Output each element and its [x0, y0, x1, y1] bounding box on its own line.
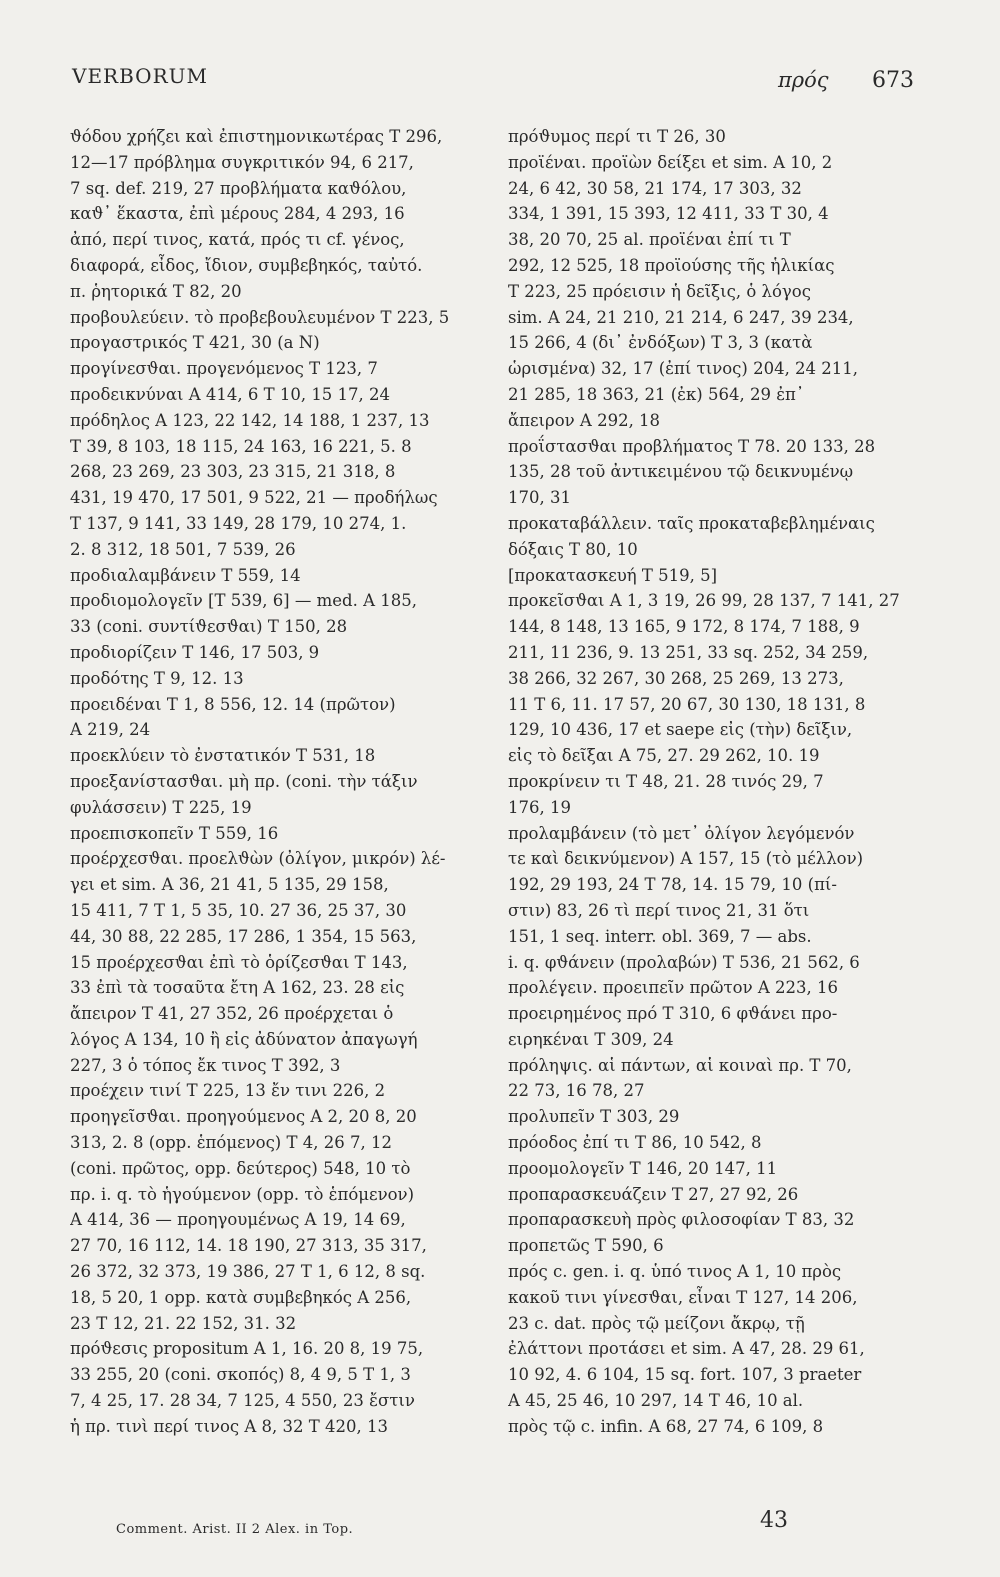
text-line: προκεῖσϑαι Α 1, 3 19, 26 99, 28 137, 7 141, 27 — [508, 591, 900, 611]
text-line: ἄπειρον Α 292, 18 — [508, 410, 661, 430]
text-line: προλυπεῖν Τ 303, 29 — [508, 1107, 680, 1127]
text-line: 44, 30 88, 22 285, 17 286, 1 354, 15 563, — [70, 926, 417, 946]
left-column — [70, 124, 490, 1440]
text-line: 211, 11 236, 9. 13 251, 33 sq. 252, 34 259, — [508, 642, 869, 662]
text-line: 176, 19 — [508, 797, 571, 817]
text-line: δόξαις Τ 80, 10 — [508, 539, 638, 559]
text-line: πρός c. gen. i. q. ὑπό τινος Α 1, 10 πρὸς — [508, 1262, 842, 1282]
text-line: προηγεῖσϑαι. προηγούμενος Α 2, 20 8, 20 — [70, 1107, 417, 1127]
text-line: ἀπό, περί τινος, κατά, πρός τι cf. γένος, — [70, 230, 405, 250]
text-line: 151, 1 seq. interr. obl. 369, 7 — abs. — [508, 926, 812, 946]
text-line: 144, 8 148, 13 165, 9 172, 8 174, 7 188, 9 — [508, 617, 860, 637]
text-line: ἄπειρον Τ 41, 27 352, 26 προέρχεται ὁ — [70, 1004, 394, 1024]
text-line: λόγος Α 134, 10 ἢ εἰς ἀδύνατον ἀπαγωγή — [70, 1029, 418, 1049]
text-line: γει et sim. Α 36, 21 41, 5 135, 29 158, — [70, 875, 389, 895]
text-line: 23 Τ 12, 21. 22 152, 31. 32 — [70, 1313, 297, 1333]
text-line: 313, 2. 8 (opp. ἑπόμενος) Τ 4, 26 7, 12 — [70, 1133, 392, 1153]
running-head: VERBORUM — [72, 64, 208, 88]
text-line: 12—17 πρόβλημα συγκριτικόν 94, 6 217, — [70, 152, 414, 172]
text-line: ἡ πρ. τινὶ περί τινος Α 8, 32 Τ 420, 13 — [70, 1416, 388, 1436]
text-line: προεκλύειν τὸ ἐνστατικόν Τ 531, 18 — [70, 746, 376, 766]
text-line: Α 45, 25 46, 10 297, 14 Τ 46, 10 al. — [508, 1391, 804, 1411]
text-line: προεξανίστασϑαι. μὴ πρ. (coni. τὴν τάξιν — [70, 771, 418, 791]
text-line: 170, 31 — [508, 488, 571, 508]
text-line: 227, 3 ὁ τόπος ἔκ τινος Τ 392, 3 — [70, 1055, 341, 1075]
text-line: π. ῥητορικά Τ 82, 20 — [70, 281, 242, 301]
text-line: 135, 28 τοῦ ἀντικειμένου τῷ δεικνυμένῳ — [508, 462, 854, 482]
text-line: 33 (coni. συντίϑεσϑαι) Τ 150, 28 — [70, 617, 348, 637]
text-line: προειρημένος πρό Τ 310, 6 φϑάνει προ- — [508, 1004, 838, 1024]
text-line: προέχειν τινί Τ 225, 13 ἔν τινι 226, 2 — [70, 1081, 386, 1101]
text-line: πρόδηλος Α 123, 22 142, 14 188, 1 237, 13 — [70, 410, 430, 430]
text-line: 10 92, 4. 6 104, 15 sq. fort. 107, 3 praeter — [508, 1365, 862, 1385]
text-line: Τ 39, 8 103, 18 115, 24 163, 16 221, 5. 8 — [70, 436, 412, 456]
text-line: 7 sq. def. 219, 27 προβλήματα καϑόλου, — [70, 178, 407, 198]
text-line: (coni. πρῶτος, opp. δεύτερος) 548, 10 τὸ — [70, 1158, 411, 1178]
text-line: προγαστρικός Τ 421, 30 (a N) — [70, 333, 320, 353]
text-line: προβουλεύειν. τὸ προβεβουλευμένον Τ 223, 5 — [70, 307, 450, 327]
text-line: πρόοδος ἐπί τι Τ 86, 10 542, 8 — [508, 1133, 762, 1153]
text-line: προπετῶς Τ 590, 6 — [508, 1236, 664, 1256]
text-line: 18, 5 20, 1 opp. κατὰ συμβεβηκός Α 256, — [70, 1287, 412, 1307]
text-line: 2. 8 312, 18 501, 7 539, 26 — [70, 539, 296, 559]
text-line: 15 411, 7 Τ 1, 5 35, 10. 27 36, 25 37, 30 — [70, 900, 407, 920]
text-line: προΐστασϑαι προβλήματος Τ 78. 20 133, 28 — [508, 436, 876, 456]
text-line: κακοῦ τινι γίνεσϑαι, εἶναι Τ 127, 14 206, — [508, 1287, 858, 1307]
text-line: προδότης Τ 9, 12. 13 — [70, 668, 244, 688]
text-line: Α 219, 24 — [70, 720, 151, 740]
text-line: ἐλάττονι προτάσει et sim. Α 47, 28. 29 61, — [508, 1339, 865, 1359]
text-line: καϑ᾽ ἕκαστα, ἐπὶ μέρους 284, 4 293, 16 — [70, 204, 405, 224]
text-line: προλέγειν. προειπεῖν πρῶτον Α 223, 16 — [508, 978, 838, 998]
footer-citation: Comment. Arist. II 2 Alex. in Top. — [116, 1522, 354, 1537]
text-line: 334, 1 391, 15 393, 12 411, 33 Τ 30, 4 — [508, 204, 829, 224]
text-line: 38 266, 32 267, 30 268, 25 269, 13 273, — [508, 668, 844, 688]
text-line: 33 ἐπὶ τὰ τοσαῦτα ἔτη Α 162, 23. 28 εἰς — [70, 978, 405, 998]
text-line: πρόληψις. αἱ πάντων, αἱ κοιναὶ πρ. Τ 70, — [508, 1055, 852, 1075]
text-line: προδιομολογεῖν [Τ 539, 6] — med. Α 185, — [70, 591, 417, 611]
text-line: sim. Α 24, 21 210, 21 214, 6 247, 39 234, — [508, 307, 854, 327]
text-line: Α 414, 36 — προηγουμένως Α 19, 14 69, — [70, 1210, 406, 1230]
text-line: 129, 10 436, 17 et saepe εἰς (τὴν) δεῖξιν, — [508, 720, 853, 740]
text-line: προδιορίζειν Τ 146, 17 503, 9 — [70, 642, 320, 662]
text-line: 24, 6 42, 30 58, 21 174, 17 303, 32 — [508, 178, 802, 198]
text-line: 23 c. dat. πρὸς τῷ μείζονι ἄκρῳ, τῇ — [508, 1313, 805, 1333]
text-line: διαφορά, εἶδος, ἴδιον, συμβεβηκός, ταὐτό. — [70, 255, 423, 275]
text-line: προπαρασκευάζειν Τ 27, 27 92, 26 — [508, 1184, 799, 1204]
text-line: ειρηκέναι Τ 309, 24 — [508, 1029, 674, 1049]
text-line: εἰς τὸ δεῖξαι Α 75, 27. 29 262, 10. 19 — [508, 746, 820, 766]
text-line: προδεικνύναι Α 414, 6 Τ 10, 15 17, 24 — [70, 384, 391, 404]
text-line: 292, 12 525, 18 προϊούσης τῆς ἡλικίας — [508, 255, 835, 275]
text-line: 38, 20 70, 25 al. προϊέναι ἐπί τι Τ — [508, 230, 791, 250]
right-column — [508, 124, 928, 1440]
text-line: πρόϑυμος περί τι Τ 26, 30 — [508, 127, 726, 146]
text-line: προδιαλαμβάνειν Τ 559, 14 — [70, 565, 301, 585]
header-keyword: πρός — [778, 68, 829, 92]
text-line: προειδέναι Τ 1, 8 556, 12. 14 (πρῶτον) — [70, 694, 396, 714]
text-line: προομολογεῖν Τ 146, 20 147, 11 — [508, 1158, 778, 1178]
text-line: ὡρισμένα) 32, 17 (ἐπί τινος) 204, 24 211, — [508, 359, 859, 379]
text-line: 268, 23 269, 23 303, 23 315, 21 318, 8 — [70, 462, 396, 482]
text-line: προκαταβάλλειν. ταῖς προκαταβεβλημέναις — [508, 513, 875, 533]
text-line: Τ 137, 9 141, 33 149, 28 179, 10 274, 1. — [70, 513, 407, 533]
text-line: 22 73, 16 78, 27 — [508, 1081, 645, 1101]
text-line: ϑόδου χρήζει καὶ ἐπιστημονικωτέρας Τ 296, — [70, 127, 443, 146]
text-line: προγίνεσϑαι. προγενόμενος Τ 123, 7 — [70, 359, 378, 379]
signature-mark: 43 — [760, 1508, 788, 1533]
text-line: Τ 223, 25 πρόεισιν ἡ δεῖξις, ὁ λόγος — [508, 281, 811, 301]
text-line: 431, 19 470, 17 501, 9 522, 21 — προδήλως — [70, 488, 438, 508]
text-line: πρόϑεσις propositum Α 1, 16. 20 8, 19 75, — [70, 1339, 424, 1359]
text-line: πρ. i. q. τὸ ἡγούμενον (opp. τὸ ἑπόμενον) — [70, 1184, 415, 1204]
text-line: τε καὶ δεικνύμενον) Α 157, 15 (τὸ μέλλον) — [508, 849, 864, 869]
text-line: 192, 29 193, 24 Τ 78, 14. 15 79, 10 (πί- — [508, 875, 837, 895]
text-line: [προκατασκευή Τ 519, 5] — [508, 565, 718, 585]
text-line: στιν) 83, 26 τὶ περί τινος 21, 31 ὅτι — [508, 900, 810, 920]
text-line: i. q. φϑάνειν (προλαβών) Τ 536, 21 562, 6 — [508, 952, 860, 972]
text-line: 33 255, 20 (coni. σκοπός) 8, 4 9, 5 Τ 1, 3 — [70, 1365, 411, 1385]
text-line: προεπισκοπεῖν Τ 559, 16 — [70, 823, 279, 843]
text-line: προκρίνειν τι Τ 48, 21. 28 τινός 29, 7 — [508, 771, 824, 791]
text-line: προέρχεσϑαι. προελϑὼν (ὀλίγον, μικρόν) λέ- — [70, 849, 446, 869]
text-line: 15 266, 4 (δι᾽ ἐνδόξων) Τ 3, 3 (κατὰ — [508, 333, 813, 353]
text-line: 15 προέρχεσϑαι ἐπὶ τὸ ὁρίζεσϑαι Τ 143, — [70, 952, 408, 972]
text-line: 21 285, 18 363, 21 (ἐκ) 564, 29 ἐπ᾽ — [508, 384, 805, 404]
text-line: προϊέναι. προϊὼν δείξει et sim. Α 10, 2 — [508, 152, 833, 172]
page-number: 673 — [872, 68, 914, 93]
text-line: φυλάσσειν) Τ 225, 19 — [70, 797, 252, 817]
text-line: 27 70, 16 112, 14. 18 190, 27 313, 35 317, — [70, 1236, 427, 1256]
text-line: 11 Τ 6, 11. 17 57, 20 67, 30 130, 18 131, 8 — [508, 694, 866, 714]
text-line: προπαρασκευὴ πρὸς φιλοσοφίαν Τ 83, 32 — [508, 1210, 855, 1230]
text-line: 7, 4 25, 17. 28 34, 7 125, 4 550, 23 ἔστιν — [70, 1391, 415, 1411]
text-line: 26 372, 32 373, 19 386, 27 Τ 1, 6 12, 8 sq. — [70, 1262, 426, 1282]
text-line: προλαμβάνειν (τὸ μετ᾽ ὀλίγον λεγόμενόν — [508, 823, 855, 843]
text-line: πρὸς τῷ c. infin. Α 68, 27 74, 6 109, 8 — [508, 1416, 824, 1436]
